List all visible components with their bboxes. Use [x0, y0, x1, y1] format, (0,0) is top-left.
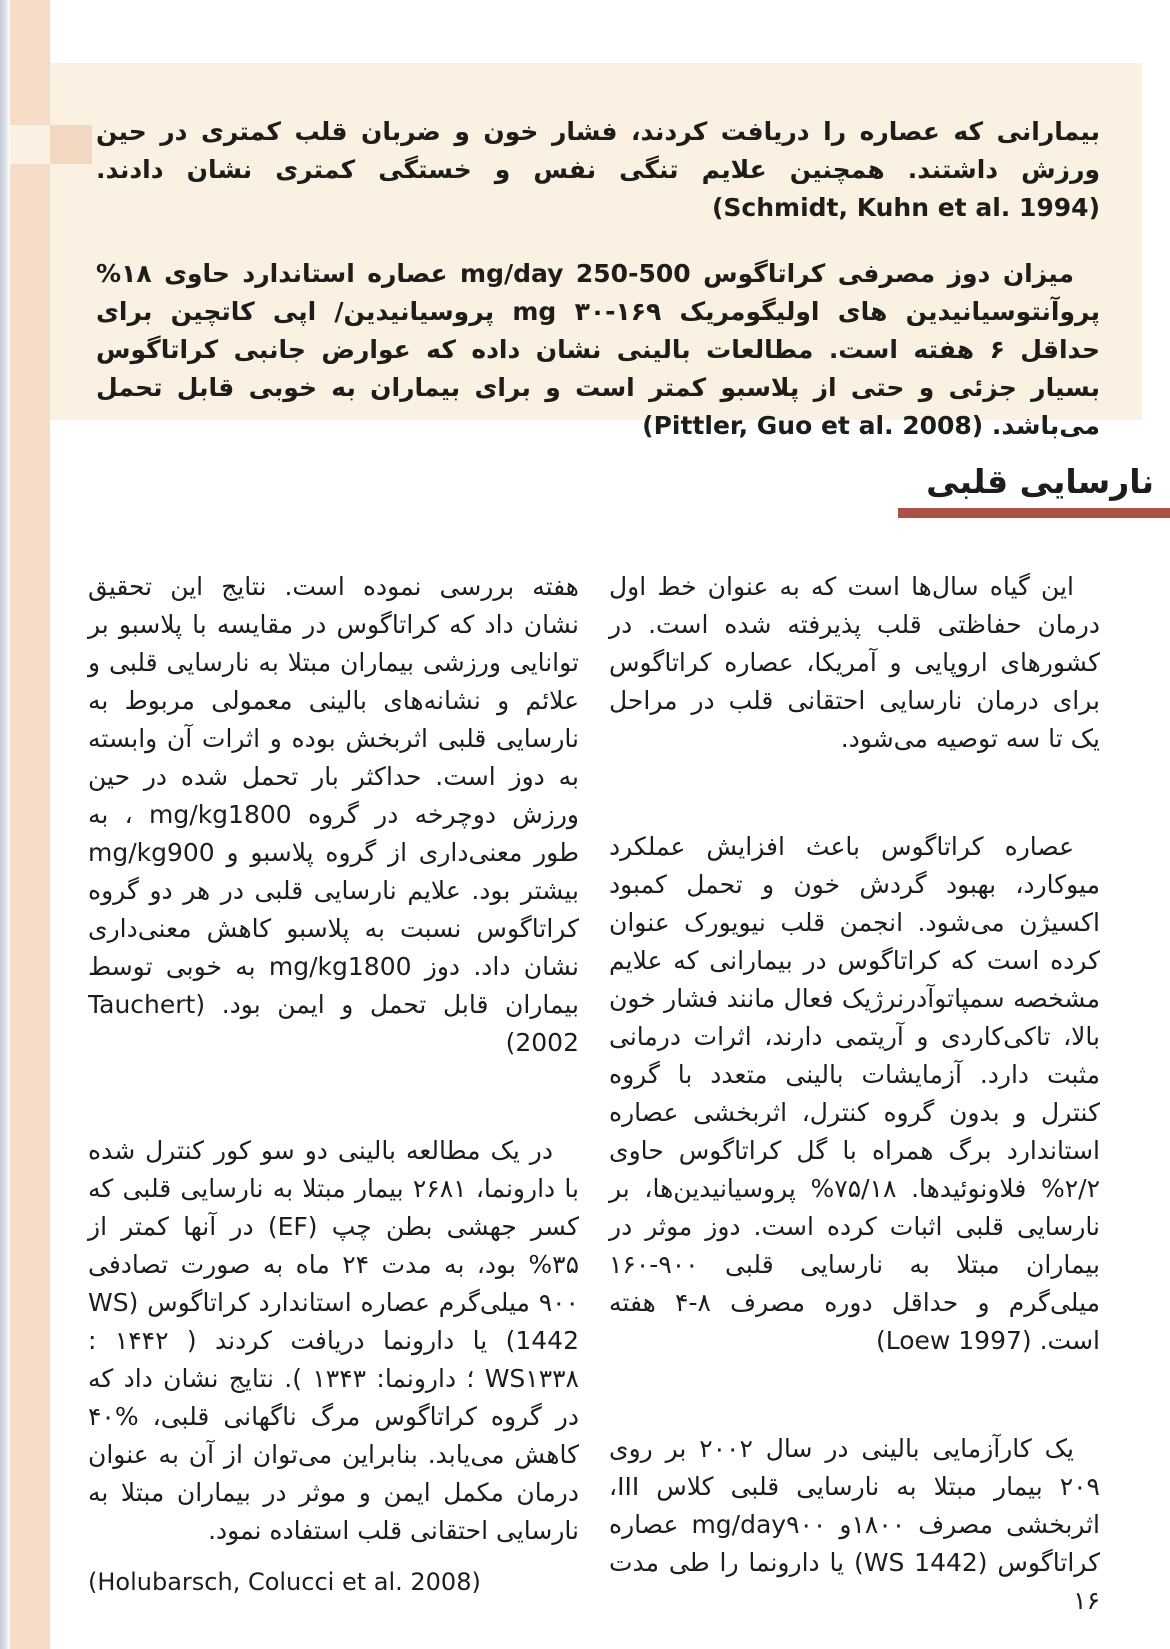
accent-bar-square — [10, 125, 50, 164]
body-paragraph: هفته بررسی نموده است. نتایج این تحقیق نشان داد که کراتاگوس در مقایسه با پلاسبو بر توانایی ورزشی بیماران مبتلا به نارسایی قلبی و علائم و نشانه‌های بالینی معمولی مربوط به نارسایی قلبی اثربخش بوده و اثرات آن وابسته به دوز است. حداکثر بار تحمل شده در حین ورزش دوچرخه در گروه mg/kg1800 ، به طور معنی‌داری از گروه پلاسبو و mg/kg900 بیشتر بود. علایم نارسایی قلبی در هر دو گروه کراتاگوس نسبت به پلاسبو کاهش معنی‌داری نشان داد. دوز mg/kg1800 به خوبی توسط بیماران قابل تحمل و ایمن بود. (Tauchert 2002) — [88, 572, 580, 1057]
accent-bar — [10, 0, 50, 1649]
page-edge-shadow — [0, 0, 10, 1649]
callout-corner-square — [50, 125, 92, 164]
body-paragraph: در یک مطالعه بالینی دو سو کور کنترل شده با دارونما، ۲۶۸۱ بیمار مبتلا به نارسایی قلبی که کسر جهشی بطن چپ (EF) در آنها کمتر از ۳۵% بود، به مدت ۲۴ ماه به صورت تصادفی ۹۰۰ میلی‌گرم عصاره استاندارد کراتاگوس (WS 1442) یا دارونما دریافت کردند ( ۱۴۴۲ : WS۱۳۳۸ ؛ دارونما: ۱۳۴۳ ). نتایج نشان داد که در گروه کراتاگوس مرگ ناگهانی قلبی، %۴۰ کاهش می‌یابد. بنابراین می‌توان از آن به عنوان درمان مکمل ایمن و موثر در بیماران مبتلا به نارسایی احتقانی قلب استفاده نمود. — [88, 1136, 579, 1545]
section-heading — [898, 462, 1170, 518]
text-columns — [88, 568, 1100, 1649]
callout-paragraph-1: بیمارانی که عصاره را دریافت کردند، فشار خون و ضربان قلب کمتری در حین ورزش داشتند. همچنین علایم تنگی نفس و خستگی کمتری نشان دادند. (Schmidt, Kuhn et al. 1994) — [96, 117, 1100, 222]
citation-line: (Holubarsch, Colucci et al. 2008) — [88, 1568, 481, 1596]
column-left — [88, 568, 579, 1649]
body-paragraph: این گیاه سال‌ها است که به عنوان خط اول درمان حفاظتی قلب پذیرفته شده است. در کشورهای اروپایی و آمریکا، عصاره کراتاگوس برای درمان نارسایی احتقانی قلب در مراحل یک تا سه توصیه می‌شود. — [609, 572, 1100, 753]
column-right — [609, 568, 1100, 1649]
callout-paragraph-2: میزان دوز مصرفی کراتاگوس mg/day 250-500 عصاره استاندارد حاوی ۱۸% پروآنتوسیانیدین های اولیگومریک ۱۶۹-۳۰ mg پروسیانیدین/ اپی کاتچین برای حداقل ۶ هفته است. مطالعات بالینی نشان داده که عوارض جانبی کراتاگوس بسیار جزئی و حتی از پلاسبو کمتر است و برای بیماران به خوبی قابل تحمل می‌باشد. (Pittler, Guo et al. 2008) — [96, 259, 1101, 440]
section-title-rule — [898, 508, 1170, 518]
body-paragraph: عصاره کراتاگوس باعث افزایش عملکرد میوکارد، بهبود گردش خون و تحمل کمبود اکسیژن می‌شود. انجمن قلب نیویورک عنوان کرده است که کراتاگوس در بیمارانی که علایم مشخصه سمپاتوآدرنرژیک فعال مانند فشار خون بالا، تاکی‌کاردی و آریتمی دارند، اثرات درمانی مثبت دارد. آزمایشات بالینی متعدد با گروه کنترل و بدون گروه کنترل، اثربخشی عصاره استاندارد برگ همراه با گل کراتاگوس حاوی ۲/۲% فلاونوئیدها. ۷۵/۱۸% پروسیانیدین‌ها، بر نارسایی قلبی اثبات کرده است. دوز موثر در بیماران مبتلا به نارسایی قلبی ۹۰۰-۱۶۰ میلی‌گرم و حداقل دوره مصرف ۸-۴ هفته است. (Loew 1997) — [609, 832, 1101, 1355]
body-paragraph: یک کارآزمایی بالینی در سال ۲۰۰۲ بر روی ۲۰۹ بیمار مبتلا به نارسایی قلبی کلاس III، اثربخشی مصرف ۱۸۰۰و mg/day۹۰۰ عصاره کراتاگوس (WS 1442) یا دارونما را طی مدت ۱۶ — [609, 1434, 1100, 1615]
callout-box — [50, 63, 1142, 440]
section-title: نارسایی قلبی — [926, 462, 1154, 501]
